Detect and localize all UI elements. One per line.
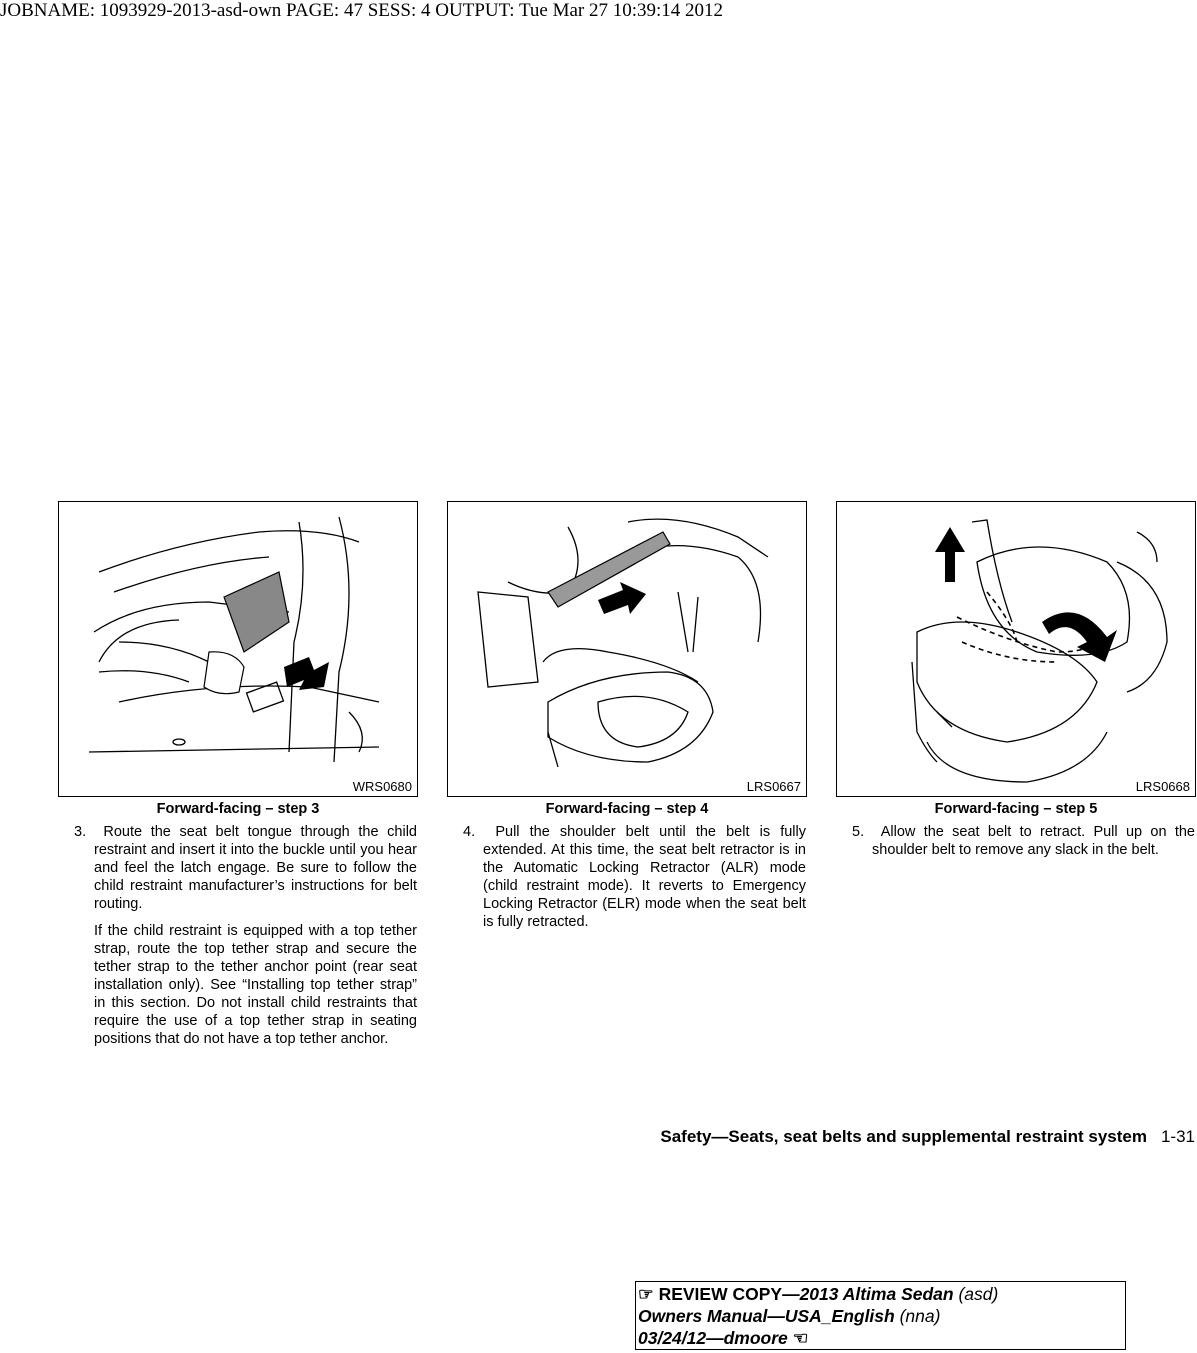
review-date-author: 03/24/12—dmoore xyxy=(638,1328,788,1348)
page-number: 1-31 xyxy=(1160,1127,1195,1146)
seat-belt-buckle-illustration xyxy=(59,502,417,796)
step-paragraph xyxy=(456,823,806,931)
review-manual: Owners Manual—USA_English xyxy=(638,1306,895,1326)
review-label: REVIEW COPY— xyxy=(658,1284,800,1304)
step-number: 3. xyxy=(74,824,87,840)
review-code: (asd) xyxy=(958,1284,999,1304)
figure-step-5 xyxy=(836,501,1196,797)
figure-caption: Forward-facing – step 3 xyxy=(156,801,320,817)
review-line-2 xyxy=(638,1305,1125,1327)
figure-step-3 xyxy=(58,501,418,797)
step-paragraph: If the child restraint is equipped with a top tether strap, route the top tether strap and secure the tether strap to the tether anchor point (rear seat installation only). See “Installing top tether strap” in this section. Do not install child restraints that require the use of a top tether strap in seating positions that do not have a top tether anchor. xyxy=(94,923,417,1047)
hand-pointing-left-icon: ☜ xyxy=(792,1328,809,1348)
figure-code: LRS0667 xyxy=(746,779,801,794)
step-4-text xyxy=(456,823,806,940)
hand-pointing-icon: ☞ xyxy=(638,1284,654,1304)
figure-caption: Forward-facing – step 5 xyxy=(934,801,1098,817)
shoulder-belt-illustration xyxy=(448,502,806,796)
review-line-1 xyxy=(638,1283,1125,1305)
section-title: Safety—Seats, seat belts and supplemental restraint system xyxy=(660,1127,1147,1146)
step-paragraph-text: Allow the seat belt to retract. Pull up on the shoulder belt to remove any slack in the belt. xyxy=(872,824,1195,858)
step-paragraph-text: Route the seat belt tongue through the child restraint and insert it into the buckle until you hear and feel the latch engage. Be sure to follow the child restraint manufacturer’s instructions for belt routing. xyxy=(94,824,417,912)
step-number: 4. xyxy=(463,824,476,840)
figure-step-4 xyxy=(447,501,807,797)
page-footer xyxy=(540,1126,1195,1148)
job-header: JOBNAME: 1093929-2013-asd-own PAGE: 47 SESS: 4 OUTPUT: Tue Mar 27 10:39:14 2012 xyxy=(0,0,724,21)
step-3-text xyxy=(67,823,417,1057)
figure-code: WRS0680 xyxy=(352,779,412,794)
figure-code: LRS0668 xyxy=(1135,779,1190,794)
review-lang-code: (nna) xyxy=(899,1306,941,1326)
review-copy-box xyxy=(635,1281,1126,1350)
step-number: 5. xyxy=(852,824,865,840)
step-5-text xyxy=(845,823,1195,868)
figure-caption: Forward-facing – step 4 xyxy=(545,801,709,817)
step-paragraph-text: Pull the shoulder belt until the belt is fully extended. At this time, the seat belt retractor is in the Automatic Locking Retractor (ALR) mode (child restraint mode). It reverts to Emergency Locking Retractor (ELR) mode when the seat belt is fully retracted. xyxy=(483,824,806,930)
review-line-3 xyxy=(638,1327,1125,1349)
review-title: 2013 Altima Sedan xyxy=(799,1284,954,1304)
step-paragraph xyxy=(67,823,417,913)
step-paragraph xyxy=(845,823,1195,859)
belt-retract-illustration xyxy=(837,502,1195,796)
